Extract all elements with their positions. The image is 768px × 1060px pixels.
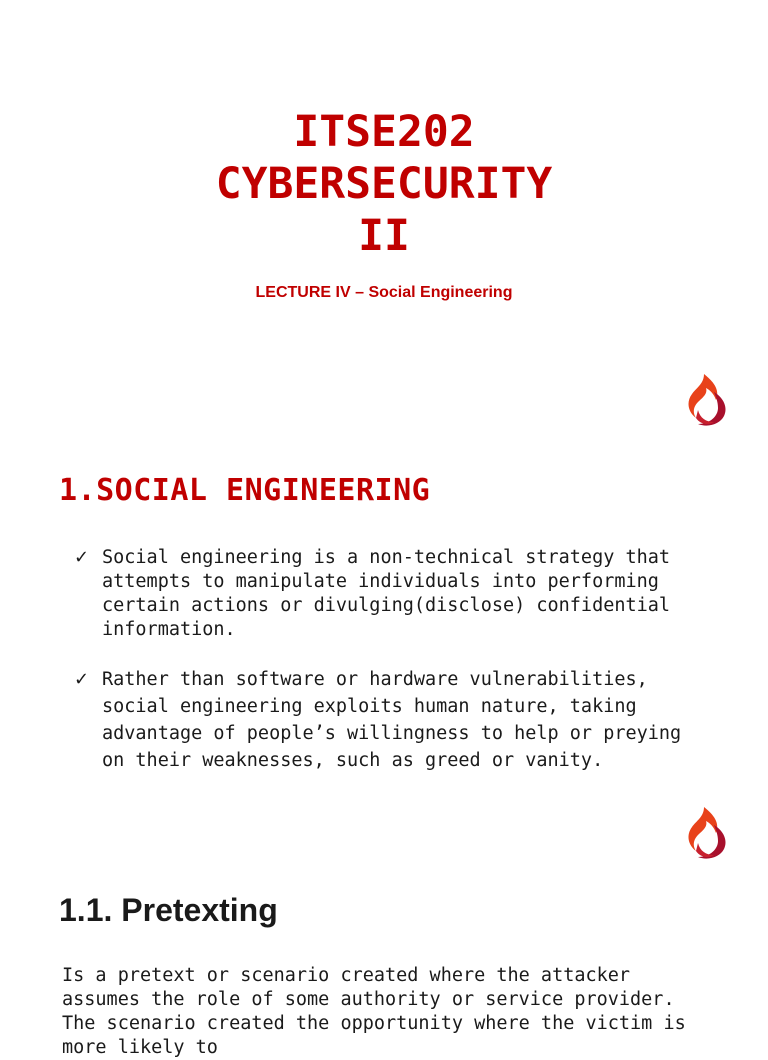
- check-icon: ✓: [74, 669, 90, 690]
- social-engineering-slide: [0, 440, 768, 800]
- title-slide: [0, 0, 768, 440]
- flame-logo-icon: [684, 805, 730, 861]
- bullet-text: Rather than software or hardware vulnerabilities, social engineering exploits human nature, taking advantage of people’s willingness to help or preying on their weaknesses, such as greed or vanity.: [102, 669, 682, 771]
- course-title-line-1: ITSE202: [293, 107, 475, 157]
- bullet-list: [74, 546, 714, 774]
- course-title-line-2: CYBERSECURITY: [215, 159, 553, 209]
- bullet-text: Social engineering is a non-technical strategy that attempts to manipulate individuals into performing certain actions or divulging(disclose) confidential information.: [102, 547, 671, 640]
- body-paragraph: Is a pretext or scenario created where the attacker assumes the role of some authority or service provider. The scenario created the opportunity where the victim is more likely to: [62, 965, 686, 1058]
- flame-logo-icon: [684, 372, 730, 428]
- course-title-line-3: II: [358, 211, 410, 261]
- check-icon: ✓: [74, 547, 90, 568]
- course-title: [0, 106, 768, 262]
- list-item: [74, 546, 714, 642]
- lecture-subtitle: LECTURE IV – Social Engineering: [255, 284, 513, 301]
- list-item: [74, 666, 714, 774]
- subsection-heading: 1.1. Pretexting: [59, 892, 278, 928]
- section-heading: 1.SOCIAL ENGINEERING: [59, 473, 431, 508]
- pretexting-slide: [0, 870, 768, 1058]
